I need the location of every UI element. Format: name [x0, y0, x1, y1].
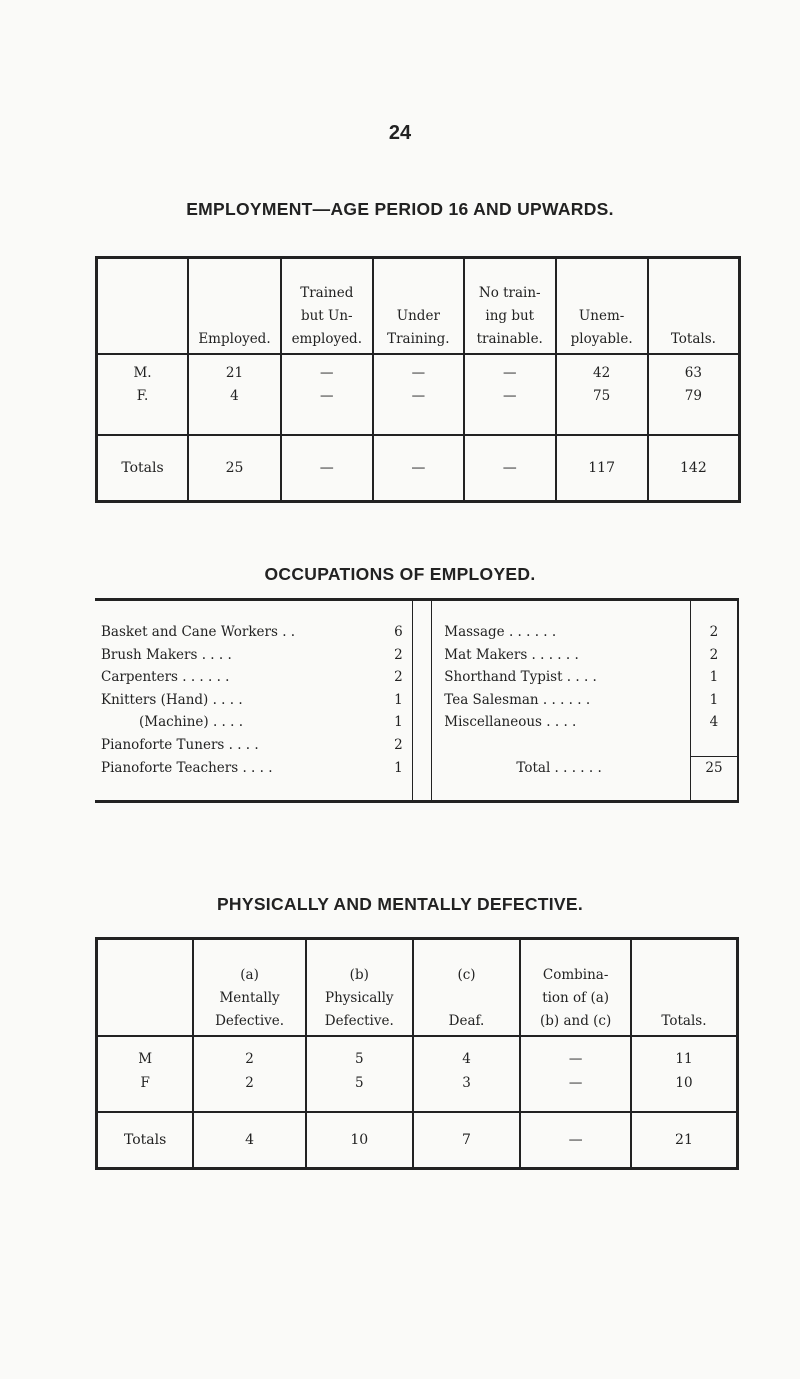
table-row: [95, 757, 738, 780]
occupation-name: Shorthand Typist . . . .: [444, 669, 597, 686]
occupation-name: Carpenters . . . . . .: [101, 669, 230, 686]
occupation-count: 1: [394, 714, 403, 731]
occupation-name: Knitters (Hand) . . . .: [101, 691, 243, 708]
occupation-name: Brush Makers . . . .: [101, 646, 232, 663]
table-row: [95, 600, 738, 622]
table-row: [95, 689, 738, 712]
total-cell: —: [520, 1112, 631, 1169]
occupation-count: 2: [394, 669, 403, 686]
cell-totals: 11 10: [631, 1036, 738, 1112]
occupation-count: 1: [690, 689, 738, 712]
table-row: [95, 666, 738, 689]
cell-no-training: — —: [464, 354, 556, 435]
occupation-name: Pianoforte Teachers . . . .: [101, 760, 273, 776]
table-row: [95, 711, 738, 734]
table-row: [95, 644, 738, 667]
occupation-count: 6: [394, 624, 403, 641]
totals-label: Totals: [123, 1132, 167, 1148]
employment-table: [95, 256, 741, 503]
occupations-table: [95, 598, 739, 803]
occupation-count: 2: [690, 644, 738, 667]
occupations-heading: OCCUPATIONS OF EMPLOYED.: [264, 564, 536, 584]
cell-under-training: — —: [373, 354, 464, 435]
header-combination: Combina- tion of (a) (b) and (c): [520, 939, 631, 1037]
occupation-name: Mat Makers . . . . . .: [444, 646, 579, 663]
total-cell: 7: [413, 1112, 521, 1169]
header-physically-defective: (b) Physically Defective.: [306, 939, 413, 1037]
occupation-count: 2: [690, 621, 738, 644]
occupation-count: 1: [394, 691, 403, 708]
occupation-count: 2: [394, 737, 403, 753]
occupations-total-label: Total . . . . . .: [516, 760, 602, 776]
total-cell: 10: [306, 1112, 413, 1169]
header-under-training: Under Training.: [373, 258, 464, 355]
occupation-name: Miscellaneous . . . .: [444, 714, 577, 731]
header-deaf: (c) Deaf.: [413, 939, 521, 1037]
total-cell: 4: [193, 1112, 306, 1169]
employment-heading: EMPLOYMENT—AGE PERIOD 16 AND UPWARDS.: [186, 199, 614, 219]
total-cell: 25: [188, 435, 281, 502]
page-number: 24: [388, 122, 412, 144]
totals-label: Totals: [121, 460, 164, 476]
header-totals: Totals.: [631, 939, 738, 1037]
cell-trained-unemployed: — —: [281, 354, 373, 435]
occupation-count: 2: [394, 646, 403, 663]
cell-physically: 5 5: [306, 1036, 413, 1112]
cell-totals: 63 79: [648, 354, 740, 435]
row-labels: M. F.: [133, 365, 152, 404]
header-totals: Totals.: [648, 258, 740, 355]
header-mentally-defective: (a) Mentally Defective.: [193, 939, 306, 1037]
table-row: [95, 621, 738, 644]
occupation-name: Basket and Cane Workers . .: [101, 624, 296, 641]
cell-combination: — —: [520, 1036, 631, 1112]
totals-row: [97, 435, 740, 502]
total-cell: 21: [631, 1112, 738, 1169]
occupation-name: Massage . . . . . .: [444, 624, 557, 641]
total-cell: —: [373, 435, 464, 502]
row-labels: M F: [138, 1051, 153, 1091]
header-no-training: No train- ing but trainable.: [464, 258, 556, 355]
occupation-name: Pianoforte Tuners . . . .: [101, 737, 259, 753]
totals-row: [97, 1112, 738, 1169]
header-blank: [97, 939, 194, 1037]
cell-deaf: 4 3: [413, 1036, 521, 1112]
defective-heading: PHYSICALLY AND MENTALLY DEFECTIVE.: [216, 894, 584, 914]
cell-unemployable: 42 75: [556, 354, 648, 435]
cell-employed: 21 4: [188, 354, 281, 435]
total-cell: 142: [648, 435, 740, 502]
total-cell: 117: [556, 435, 648, 502]
header-employed: Employed.: [188, 258, 281, 355]
table-row: [95, 734, 738, 757]
cell-mentally: 2 2: [193, 1036, 306, 1112]
occupation-count: 1: [394, 760, 403, 776]
occupation-count: 1: [690, 666, 738, 689]
occupation-count: 4: [690, 711, 738, 734]
total-cell: —: [281, 435, 373, 502]
table-row-m-f: [97, 1036, 738, 1112]
occupation-name: (Machine) . . . .: [139, 714, 243, 731]
header-blank: [97, 258, 189, 355]
table-header-row: [97, 939, 738, 1037]
occupation-name: Tea Salesman . . . . . .: [444, 691, 591, 708]
table-row-m-f: [97, 354, 740, 435]
defective-table: [95, 937, 739, 1170]
header-unemployable: Unem- ployable.: [556, 258, 648, 355]
total-cell: —: [464, 435, 556, 502]
table-row: [95, 780, 738, 802]
header-trained-unemployed: Trained but Un- employed.: [281, 258, 373, 355]
occupations-total-count: 25: [690, 757, 738, 780]
table-header-row: [97, 258, 740, 355]
